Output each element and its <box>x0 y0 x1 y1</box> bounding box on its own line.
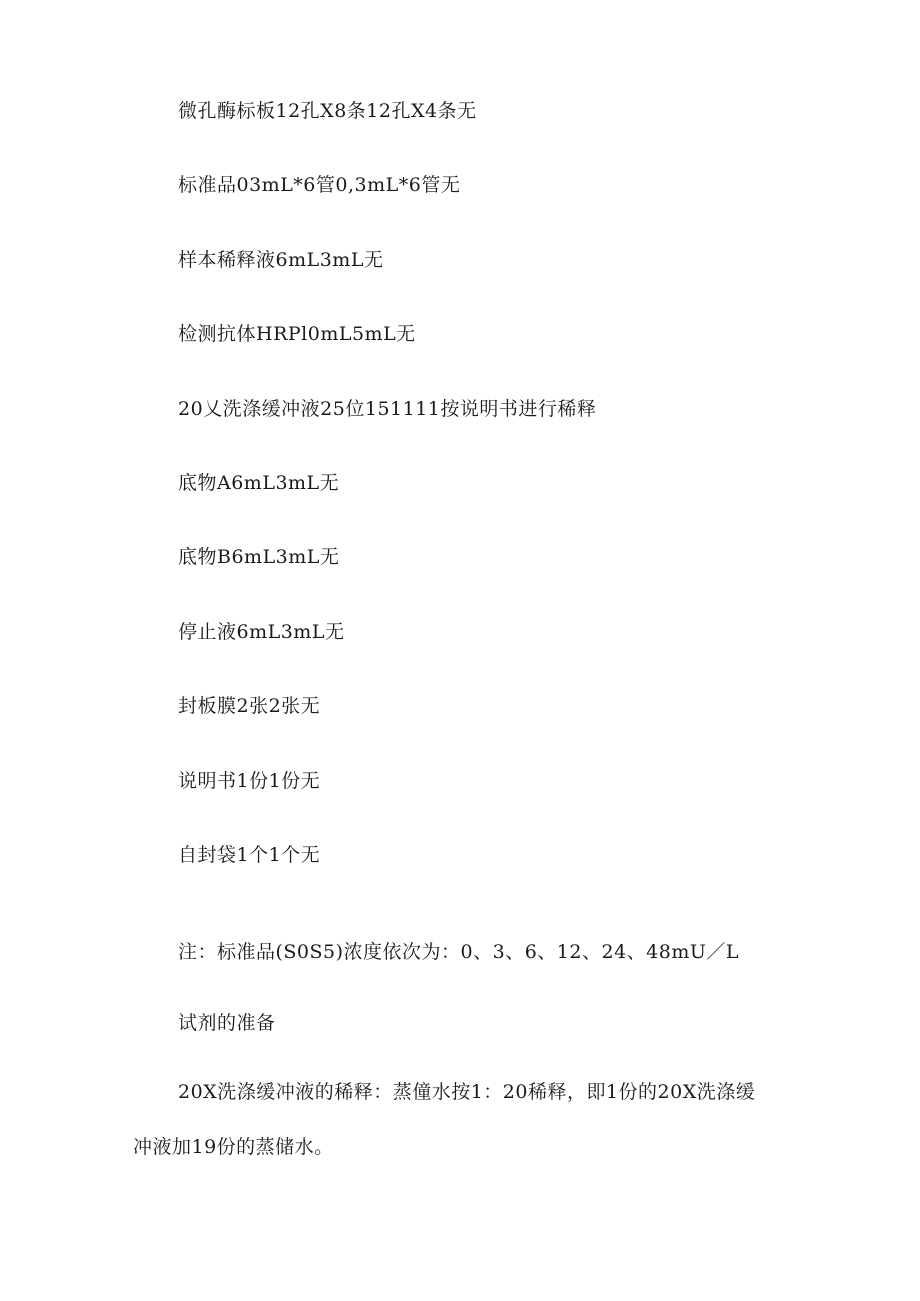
paragraph-line-1: 20X洗涤缓冲液的稀释：蒸僮水按1：20稀释，即1份的20X洗涤缓 <box>178 1081 756 1103</box>
kit-item-sample-diluent: 样本稀释液6mL3mL无 <box>178 249 384 271</box>
kit-item-detection-antibody: 检测抗体HRPl0mL5mL无 <box>178 323 416 345</box>
section-heading: 试剂的准备 <box>178 1012 276 1034</box>
kit-item-zip-bag: 自封袋1个1个无 <box>178 844 321 866</box>
kit-item-plate-sealer: 封板膜2张2张无 <box>178 695 321 717</box>
paragraph-line-2: 冲液加19份的蒸储水。 <box>133 1136 334 1158</box>
kit-item-wash-buffer: 20乂洗涤缓冲液25位151111按说明书进行稀释 <box>178 398 597 420</box>
kit-item-stop-solution: 停止液6mL3mL无 <box>178 621 345 643</box>
kit-item-microplate: 微孔酶标板12孔X8条12孔X4条无 <box>178 100 477 122</box>
kit-item-substrate-a: 底物A6mL3mL无 <box>178 472 340 494</box>
kit-item-manual: 说明书1份1份无 <box>178 770 321 792</box>
standard-concentration-note: 注：标准品(S0S5)浓度依次为：0、3、6、12、24、48mU／L <box>178 941 739 963</box>
kit-item-substrate-b: 底物B6mL3mL无 <box>178 546 340 568</box>
kit-item-standard: 标准品03mL*6管0,3mL*6管无 <box>178 174 461 196</box>
